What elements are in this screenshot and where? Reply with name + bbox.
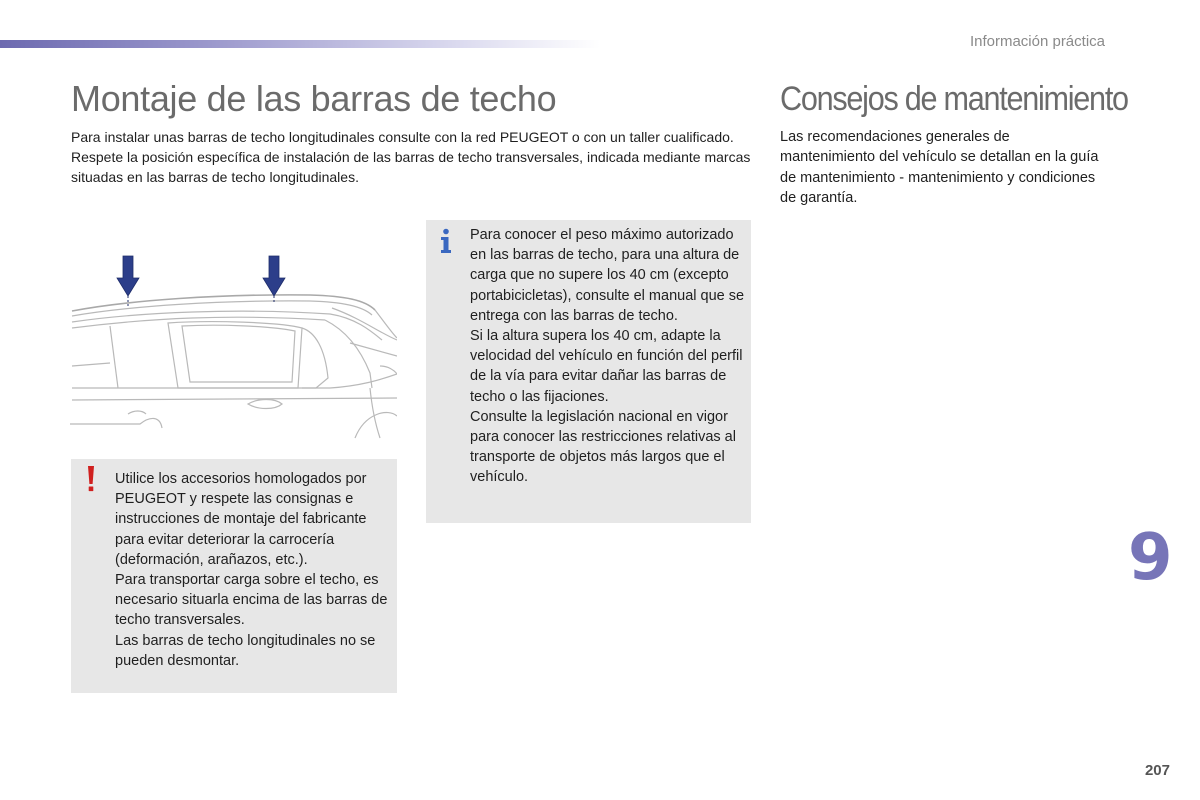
header-accent-bar (0, 40, 600, 48)
exclamation-icon (84, 465, 98, 493)
info-text: Para conocer el peso máximo autorizado en las barras de techo, para una altura de carga que no supere los 40 cm (excepto portabicicletas), consulte el manual que se entrega con las barras de techo. Si la altura supera los 40 cm, adapte la velocidad del vehículo en función del perfil de la vía para evitar dañar las barras de techo o las fijaciones. Consulte la legislación nacional en vigor para conocer las restricciones relativas al transporte de objetos más largos que el vehículo. (470, 227, 745, 486)
info-box (426, 220, 751, 523)
warning-box (71, 459, 397, 693)
info-icon (438, 228, 454, 254)
page-number: 207 (1144, 762, 1170, 779)
car-roof-bars-illustration (70, 248, 397, 443)
section-header: Información práctica (969, 33, 1105, 50)
maintenance-title: Consejos de mantenimiento (780, 80, 1128, 118)
chapter-number: 9 (1128, 521, 1173, 595)
maintenance-paragraph: Las recomendaciones generales de mantenimiento del vehículo se detallan en la guía de mantenimiento - mantenimiento y condiciones de garantía. (780, 129, 1099, 206)
page-title: Montaje de las barras de techo (71, 78, 557, 119)
warning-text: Utilice los accesorios homologados por PEUGEOT y respete las consignas e instrucciones de montaje del fabricante para evitar deteriorar la carrocería (deformación, arañazos, etc.). Para transportar carga sobre el techo, es necesario situarla encima de las barras de techo transversales. Las barras de techo longitudinales no se pueden desmontar. (115, 471, 388, 669)
intro-paragraph: Para instalar unas barras de techo longitudinales consulte con la red PEUGEOT o con un taller cualificado. Respete la posición específica de instalación de las barras de techo transversales, indicada mediante marcas situadas en las barras de techo longitudinales. (71, 129, 751, 185)
mounting-arrows (117, 256, 285, 296)
